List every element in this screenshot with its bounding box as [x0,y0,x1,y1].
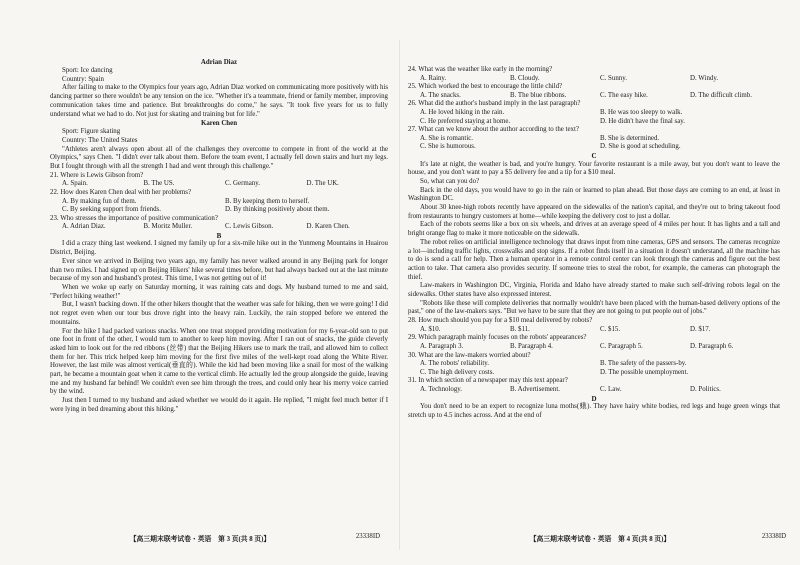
exam-code: 23338ID [761,533,786,540]
passage-c-paragraph: "Robots like these will complete deliveries that normally wouldn't have been placed with the human-based delivery options of the past," one of the law-makers says. "But we have to be sure that they are not going to put people out of jobs." [408,299,780,316]
question-29: 29. Which paragraph mainly focuses on the robots' appearances? [408,334,587,342]
options-27-row2 [408,143,780,152]
options-24 [408,75,780,84]
option[interactable]: D. He didn't have the final say. [600,117,685,125]
option[interactable]: D. Paragraph 6. [690,342,734,350]
option[interactable]: B. Paragraph 4. [510,342,553,350]
option[interactable]: B. The safety of the passers-by. [600,360,687,368]
options-21 [50,180,388,189]
option[interactable]: B. $11. [510,325,530,333]
option[interactable]: A. The snacks. [420,91,461,99]
option[interactable]: B. Advertisement. [510,385,560,393]
options-30-row2 [408,369,780,378]
option[interactable]: D. $17. [690,325,711,333]
option[interactable]: C. Germany. [225,180,260,188]
question-28: 28. How much should you pay for a $10 meal delivered by robots? [408,317,593,325]
option[interactable]: B. He was too sleepy to walk. [600,108,683,116]
profile-name-adrian: Adrian Diaz [200,59,238,66]
option[interactable]: A. The robots' reliability. [420,360,489,368]
option[interactable]: C. Paragraph 5. [600,342,643,350]
exam-code: 23338ID [355,533,380,540]
option[interactable]: A. Rainy. [420,74,447,82]
option[interactable]: A. By making fun of them. [62,197,137,205]
passage-c-paragraph: Law-makers in Washington DC, Virginia, Florida and Idaho have already started to make such self-driving robots legal on the sidewalks. Other states have also expressed interest. [408,282,780,299]
option[interactable]: D. The difficult climb. [690,91,752,99]
page-footer [400,533,800,543]
option[interactable]: C. Law. [600,385,622,393]
profile-country: Country: The United States [62,136,138,144]
option[interactable]: D. By thinking positively about them. [225,206,330,214]
options-29 [408,343,780,352]
options-25 [408,92,780,101]
options-28 [408,326,780,335]
question-23: 23. Who stresses the importance of positive communication? [50,214,218,222]
question-21: 21. Where is Lewis Gibson from? [50,171,144,179]
options-26-row2 [408,118,780,127]
option[interactable]: B. The US. [143,180,175,188]
option[interactable]: A. $10. [420,325,441,333]
passage-c-paragraph: The robot relies on artificial intelligence technology that draws input from nine cameras, GPS and sensors. The cameras recognize a lot—including traffic lights, crosswalks and stop signs. If a robot finds itself in a situation it doesn't understand, all the machine has to do is send a call for help. Then a human operator in a remote control center can look through the cameras and figure out the best action to take. That camera also provides security. If someone tries to steal the robot, for example, the cameras can photograph the thief. [408,238,780,281]
passage-c-paragraph: So, what can you do? [420,177,480,185]
option[interactable]: D. Windy. [690,74,719,82]
question-31: 31. In which section of a newspaper may this text appear? [408,377,568,385]
passage-b-paragraph: But, I wasn't backing down. If the other hikers thought that the weather was safe for hiking, then we were going! I did not regret even when our tour bus drove right into the heavy rain. Luckily, the rain stopped before we entered the mountains. [50,301,388,326]
option[interactable]: B. By keeping them to herself. [225,197,310,205]
section-d-heading: D [591,394,597,403]
passage-c-paragraph: It's late at night, the weather is bad, and you're hungry. Your favorite restaurant is a mile away, but you don't want to leave the house, and you don't want to pay a $5 delivery fee and a tip for a $10 meal. [408,160,780,177]
option[interactable]: C. The easy hike. [600,91,648,99]
section-b-heading: B [216,231,222,240]
option[interactable]: C. By seeking support from friends. [62,206,161,214]
passage-b-paragraph: Ever since we arrived in Beijing two years ago, my family has never walked around in any Beijing park for longer than two miles. I had signed up on Beijing Hikers' hike several times before, but had always backed out at the last minute because of my son and husband's protest. This time, I was not getting out of it! [50,257,388,283]
option[interactable]: A. Technology. [420,385,463,393]
section-c-heading: C [591,151,597,160]
option[interactable]: D. Karen Chen. [306,223,350,231]
option[interactable]: C. She is humorous. [420,143,476,151]
passage-b-paragraph: Just then I turned to my husband and asked whether we would do it again. He replied, "I might feel much better if I were lying in bed dreaming about this hiking." [50,397,388,413]
option[interactable]: D. She is good at scheduling. [600,143,681,151]
profile-country: Country: Spain [62,75,104,83]
option[interactable]: A. She is romantic. [420,134,474,142]
profile-name-karen: Karen Chen [200,120,238,128]
passage-d-paragraph: You don't need to be an expert to recognize luna moths(蛾). They have hairy white bodies, red legs and huge green wings that stretch up to 4.5 inches across. And at the end of [408,403,780,419]
question-22: 22. How does Karen Chen deal with her problems? [50,188,192,196]
passage-c-paragraph: Back in the old days, you would have to go in the rain or learned to plan ahead. But those days are coming to an end, at least in Washington DC. [408,186,780,203]
page-4 [400,0,800,565]
options-22-row2 [50,206,388,215]
question-27: 27. What can we know about the author according to the text? [408,126,579,134]
option[interactable]: B. She is determined. [600,134,660,142]
option[interactable]: B. Moritz Muller. [143,223,193,231]
option[interactable]: D. The possible unemployment. [600,368,689,376]
passage-c-paragraph: About 30 knee-high robots recently have appeared on the sidewalks of the nation's capital, and they're out to bring takeout food from restaurants to hungry customers at home—while keeping the delivery cost to just a dollar. [408,204,780,220]
question-26: 26. What did the author's husband imply in the last paragraph? [408,100,581,108]
option[interactable]: A. Adrian Diaz. [62,223,106,231]
option[interactable]: D. The UK. [306,180,339,188]
passage-b-paragraph: I did a crazy thing last weekend. I signed my family up for a six-mile hike out in the Yunmeng Mountains in Huairou District, Beijing. [50,240,388,257]
option[interactable]: A. Paragraph 3. [420,342,464,350]
option[interactable]: B. Cloudy. [510,74,540,82]
options-30-row1 [408,360,780,369]
passage-b-paragraph: For the hike I had packed various snacks. When one treat stopped providing motivation for my 6-year-old son to put one foot in front of the other, I would turn to another to keep him moving. After I ran out of snacks, the guide cleverly asked him to look out for the red ribbons (丝带) that the Beijing Hikers use to mark the trail, and allowed him to collect them for her. This trick helped keep him moving for the first five miles of the well-kept road along the White River. However, the last mile was almost vertical(垂直的). While the kid had been moving like a snail for most of the walking part, he became a mountain goat when it came to the vertical climb. He actually led the group alongside the guide, leaving me and my husband far behind! We couldn't even see him through the trees, and could only hear his merry voice carried by the wind. [50,327,388,396]
profile-sport: Sport: Ice dancing [62,67,113,74]
options-26-row1 [408,109,780,118]
option[interactable]: C. He preferred staying at home. [420,117,511,125]
question-25: 25. Which worked the best to encourage the little child? [408,83,563,91]
option[interactable]: A. He loved hiking in the rain. [420,108,505,116]
question-24: 24. What was the weather like early in the morning? [408,66,553,73]
option[interactable]: D. Politics. [690,385,721,393]
options-23 [50,223,388,232]
option[interactable]: B. The blue ribbons. [510,91,567,99]
option[interactable]: C. Lewis Gibson. [225,223,274,231]
profile-text-adrian: After failing to make to the Olympics four years ago, Adrian Diaz worked on communicating more positively with his dancing partner so there wouldn't be any tension on the ice. "Whether it's a teammate, friend or family member, improving communication takes time and patience. But breakthroughs do come," he says. "It took five years for us to fully understand what we had to do. Not just for skating and training but for life." [50,84,388,118]
option[interactable]: C. $15. [600,325,621,333]
option[interactable]: C. Sunny. [600,74,627,82]
options-31 [408,386,780,395]
footer-label: 【高三期末联考试卷・英语 第 3 页(共 8 页)】 [129,536,271,543]
option[interactable]: A. Spain. [62,180,88,188]
passage-c-paragraph: Each of the robots seems like a box on six wheels, and drives at an average speed of 4 miles per hour. It has lights and a tall and bright orange flag to make it more noticeable on the sidewalk. [408,221,780,238]
profile-text-karen: "Athletes aren't always open about all of the challenges they overcome to compete in front of the world at the Olympics," says Chen. "I didn't ever talk about them. Before the team event, I actually fell down stairs and hurt my legs. But I fought through with all the strength I had and went through this challenge." [50,145,388,171]
passage-b-paragraph: When we woke up early on Saturday morning, it was raining cats and dogs. My husband turned to me and said, "Perfect hiking weather!" [50,284,388,300]
option[interactable]: C. The high delivery costs. [420,368,495,376]
page-footer [0,533,400,543]
footer-label: 【高三期末联考试卷・英语 第 4 页(共 8 页)】 [529,536,671,543]
question-30: 30. What are the law-makers worried about? [408,351,531,359]
options-22-row1 [50,198,388,207]
options-27-row1 [408,135,780,144]
profile-sport: Sport: Figure skating [62,128,121,136]
